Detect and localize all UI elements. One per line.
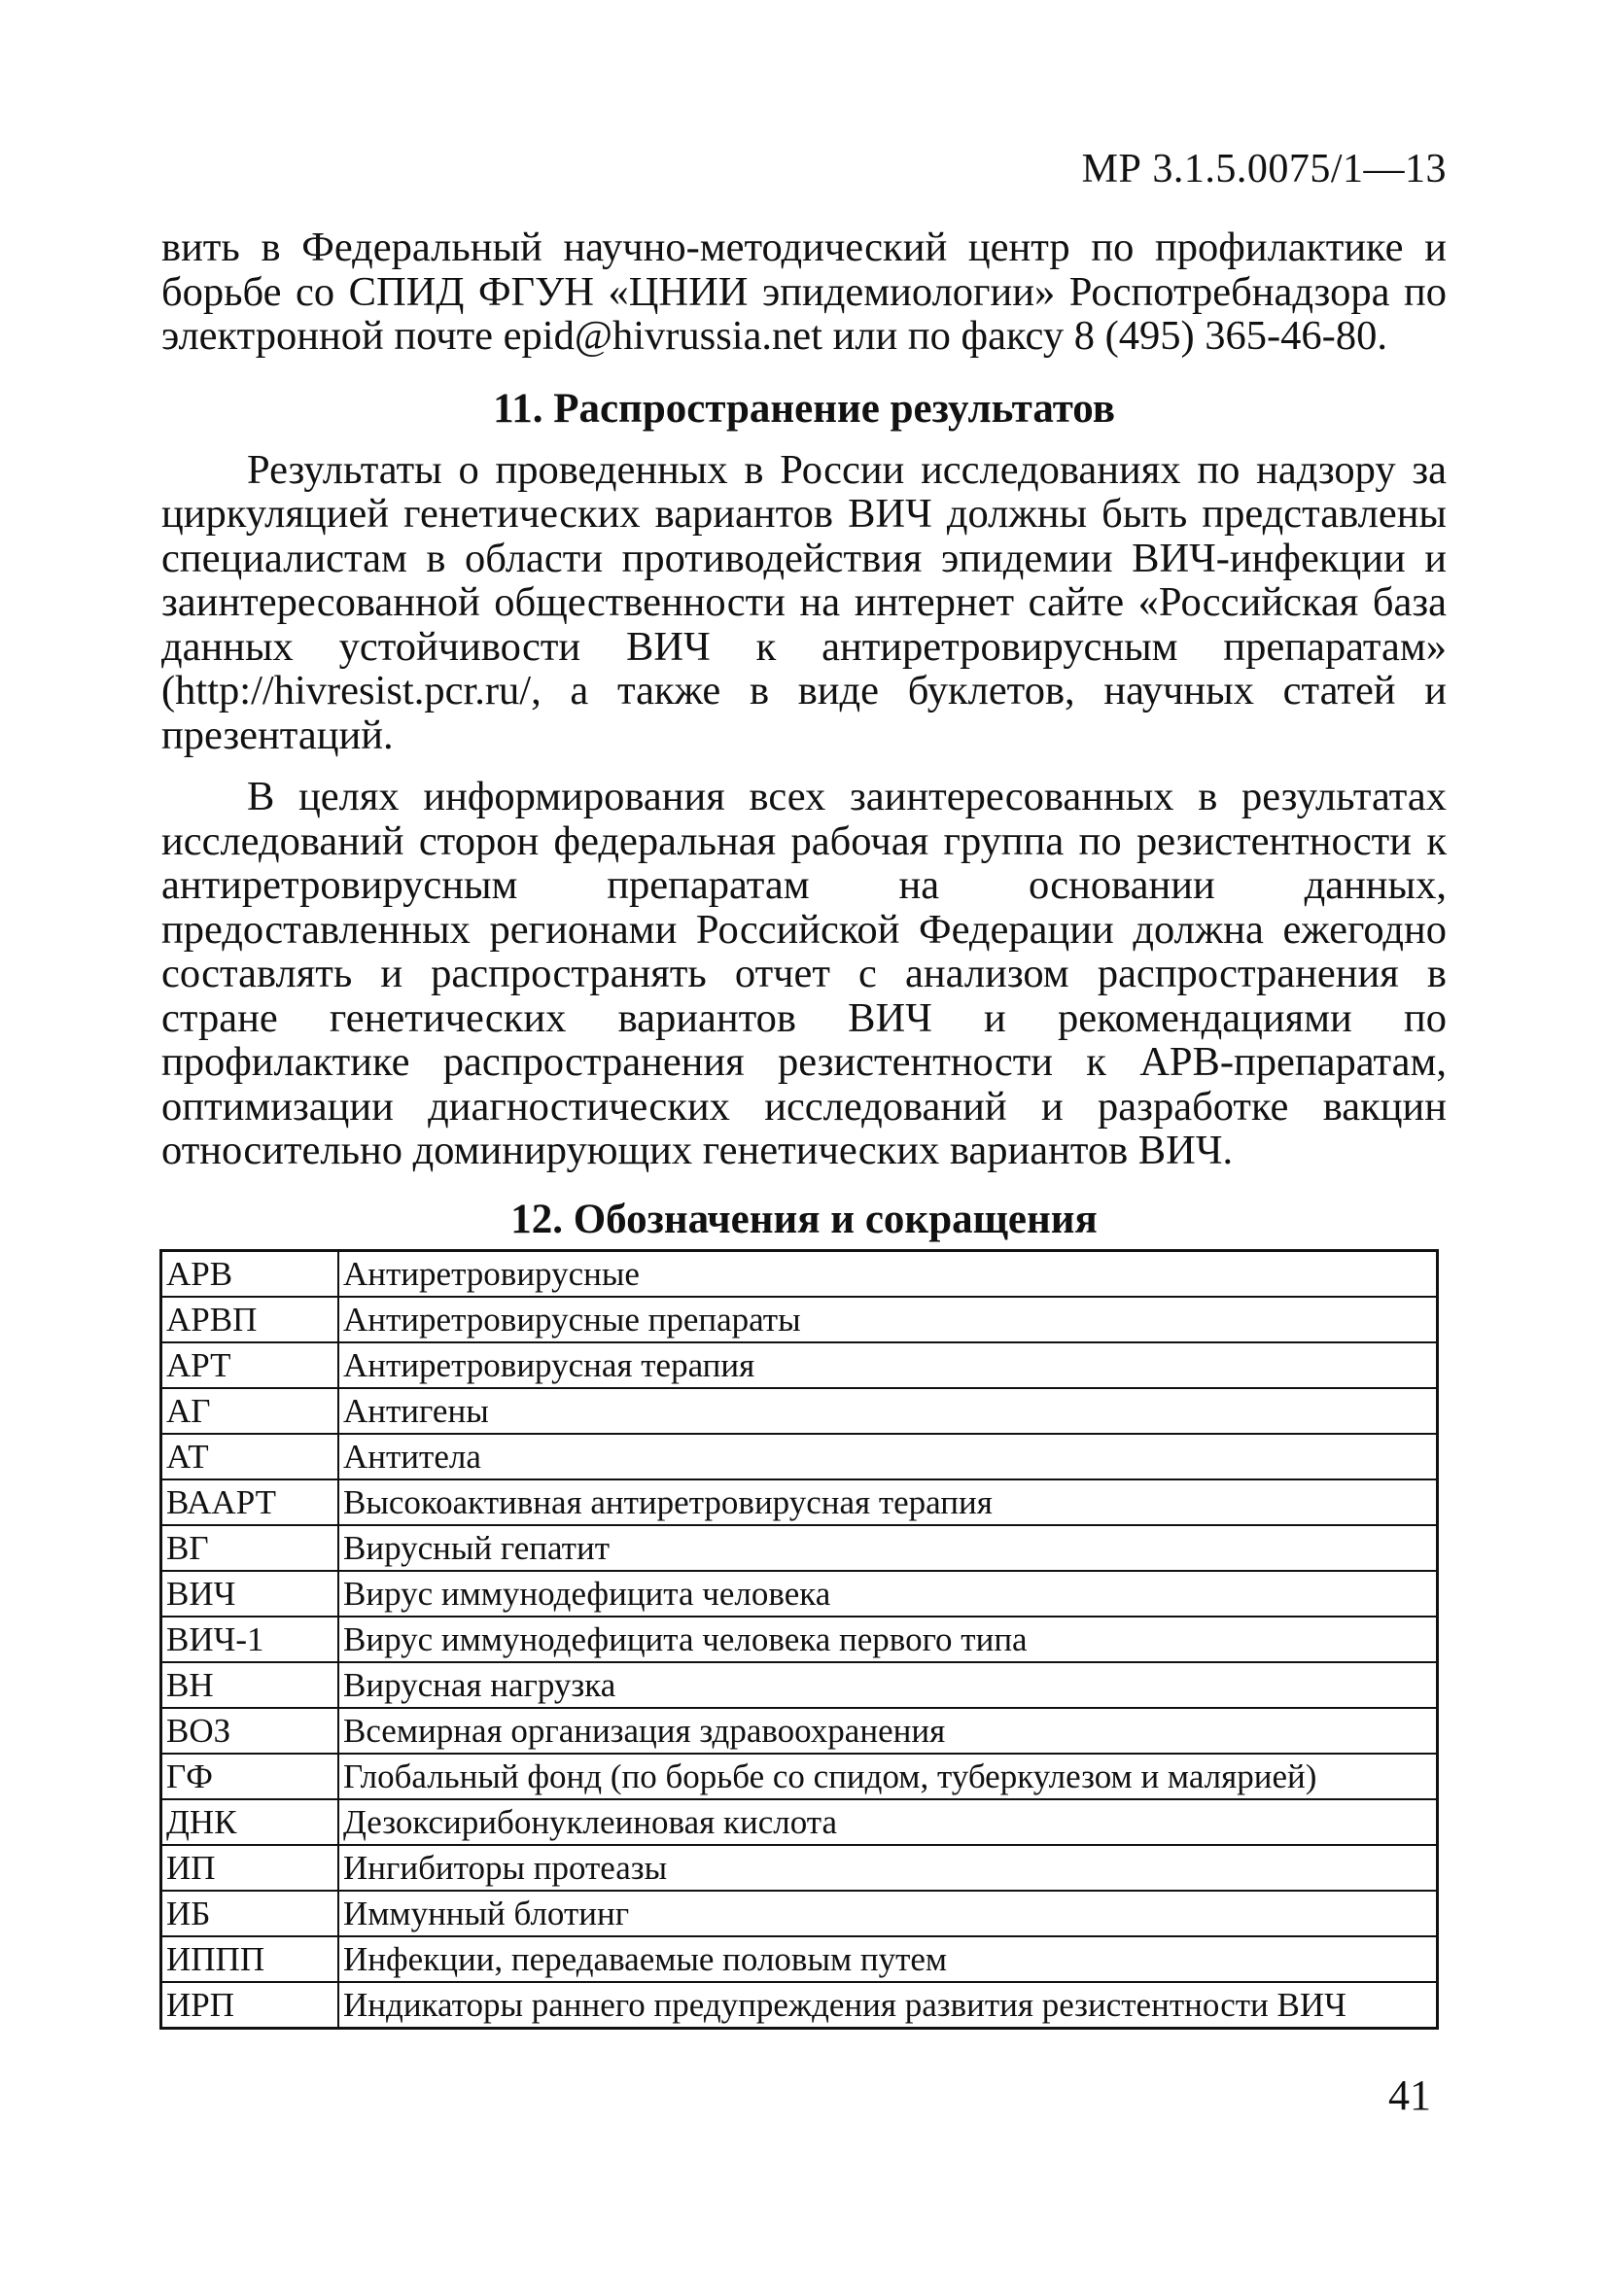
table-row: [161, 1754, 1438, 1799]
abbreviation-cell: ВГ: [161, 1525, 339, 1571]
table-row: [161, 1571, 1438, 1617]
abbreviation-cell: ИРП: [161, 1982, 339, 2029]
meaning-cell: Антиретровирусные: [338, 1250, 1438, 1297]
abbreviation-cell: ИППП: [161, 1936, 339, 1982]
meaning-cell: Антиретровирусные препараты: [338, 1297, 1438, 1342]
meaning-cell: Всемирная организация здравоохранения: [338, 1708, 1438, 1754]
meaning-cell: Иммунный блотинг: [338, 1891, 1438, 1936]
table-row: [161, 1891, 1438, 1936]
table-row: [161, 1982, 1438, 2029]
abbreviations-table: [159, 1249, 1439, 2030]
meaning-cell: Вирусный гепатит: [338, 1525, 1438, 1571]
section-12-title: 12. Обозначения и сокращения: [510, 1196, 1098, 1242]
table-row: [161, 1845, 1438, 1891]
table-row: [161, 1297, 1438, 1342]
table-row: [161, 1342, 1438, 1388]
meaning-cell: Антитела: [338, 1434, 1438, 1479]
table-row: [161, 1525, 1438, 1571]
abbreviations-table-body: [161, 1250, 1438, 2028]
section-11-paragraph-2: В целях информирования всех заинтересованных в результатах исследований сторон федеральная рабочая группа по резистентности к антиретровирусным препаратам на основании данных, предоставленных регионами Российской Федерации должна ежегодно составлять и распространять отчет с анализом распространения в стране генетических вариантов ВИЧ и рекомендациями по профилактике распространения резистентности к АРВ-препаратам, оптимизации диагностических исследований и разработке вакцин относительно доминирующих генетических вариантов ВИЧ.: [161, 774, 1447, 1173]
abbreviation-cell: ИП: [161, 1845, 339, 1891]
table-row: [161, 1936, 1438, 1982]
table-row: [161, 1799, 1438, 1845]
meaning-cell: Дезоксирибонуклеиновая кислота: [338, 1799, 1438, 1845]
abbreviation-cell: ВИЧ: [161, 1571, 339, 1617]
meaning-cell: Индикаторы раннего предупреждения развития резистентности ВИЧ: [338, 1982, 1438, 2029]
abbreviation-cell: АРВ: [161, 1250, 339, 1297]
abbreviation-cell: АРВП: [161, 1297, 339, 1342]
abbreviation-cell: ГФ: [161, 1754, 339, 1799]
meaning-cell: Вирусная нагрузка: [338, 1662, 1438, 1708]
meaning-cell: Антиретровирусная терапия: [338, 1342, 1438, 1388]
abbreviation-cell: ВИЧ-1: [161, 1617, 339, 1662]
table-row: [161, 1708, 1438, 1754]
abbreviation-cell: АРТ: [161, 1342, 339, 1388]
page-content: [161, 226, 1447, 2030]
abbreviation-cell: ИБ: [161, 1891, 339, 1936]
table-row: [161, 1617, 1438, 1662]
meaning-cell: Ингибиторы протеазы: [338, 1845, 1438, 1891]
abbreviation-cell: АТ: [161, 1434, 339, 1479]
table-row: [161, 1662, 1438, 1708]
meaning-cell: Антигены: [338, 1388, 1438, 1434]
abbreviation-cell: ВН: [161, 1662, 339, 1708]
meaning-cell: Инфекции, передаваемые половым путем: [338, 1936, 1438, 1982]
table-row: [161, 1479, 1438, 1525]
meaning-cell: Высокоактивная антиретровирусная терапия: [338, 1479, 1438, 1525]
abbreviation-cell: ВОЗ: [161, 1708, 339, 1754]
document-code: МР 3.1.5.0075/1—13: [1081, 147, 1447, 191]
table-row: [161, 1250, 1438, 1297]
table-row: [161, 1434, 1438, 1479]
abbreviation-cell: АГ: [161, 1388, 339, 1434]
page-number: 41: [1388, 2071, 1431, 2119]
table-row: [161, 1388, 1438, 1434]
abbreviation-cell: ВААРТ: [161, 1479, 339, 1525]
meaning-cell: Глобальный фонд (по борьбе со спидом, туберкулезом и малярией): [338, 1754, 1438, 1799]
section-11-paragraph-1: Результаты о проведенных в России исследованиях по надзору за циркуляцией генетических вариантов ВИЧ должны быть представлены специалистам в области противодействия эпидемии ВИЧ-инфекции и заинтересованной общественности на интернет сайте «Российская база данных устойчивости ВИЧ к антиретровирусным препаратам» (http://hivresist.pcr.ru/, а также в виде буклетов, научных статей и презентаций.: [161, 446, 1447, 758]
meaning-cell: Вирус иммунодефицита человека: [338, 1571, 1438, 1617]
section-11-title: 11. Распространение результатов: [493, 385, 1115, 432]
abbreviation-cell: ДНК: [161, 1799, 339, 1845]
meaning-cell: Вирус иммунодефицита человека первого типа: [338, 1617, 1438, 1662]
intro-paragraph: вить в Федеральный научно-методический центр по профилактике и борьбе со СПИД ФГУН «ЦНИИ эпидемиологии» Роспотребнадзора по электронной почте epid@hivrussia.net или по факсу 8 (495) 365-46-80.: [161, 225, 1447, 359]
